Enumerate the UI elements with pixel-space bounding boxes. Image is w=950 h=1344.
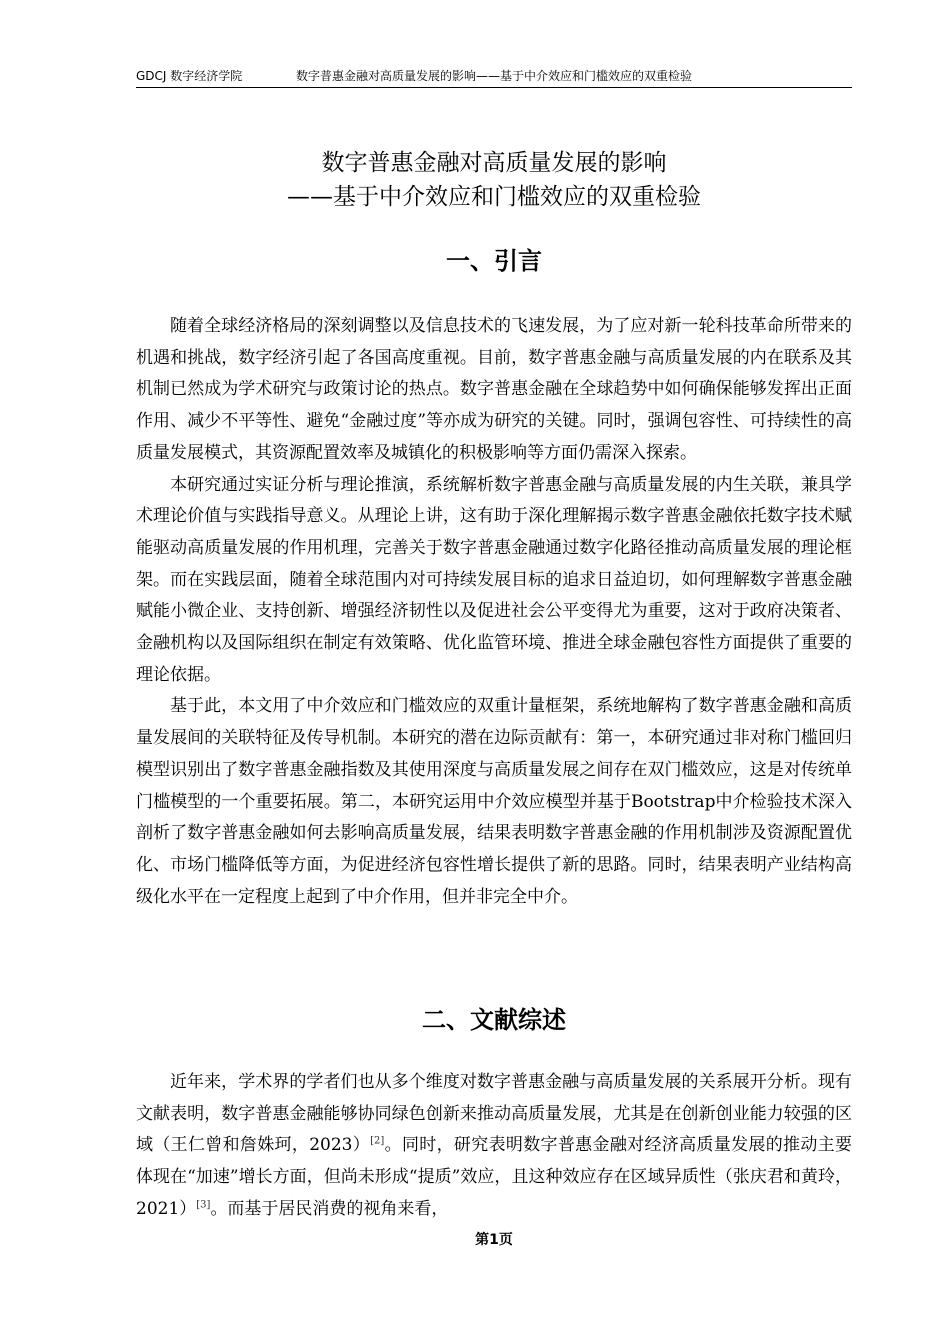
running-header [136, 68, 852, 88]
paragraph-text: 。而基于居民消费的视角来看， [210, 1198, 449, 1219]
page-number: 第1页 [475, 1232, 513, 1248]
paragraph: 本研究通过实证分析与理论推演，系统解析数字普惠金融与高质量发展的内生关联，兼具学术理论价值与实践指导意义。从理论上讲，这有助于深化理解揭示数字普惠金融依托数字技术赋能驱动高质量发展的作用机理，完善关于数字普惠金融通过数字化路径推动高质量发展的理论框架。而在实践层面，随着全球范围内对可持续发展目标的追求日益迫切，如何理解数字普惠金融赋能小微企业、支持创新、增强经济韧性以及促进社会公平变得尤为重要，这对于政府决策者、金融机构以及国际组织在制定有效策略、优化监管环境、推进全球金融包容性方面提供了重要的理论依据。 [136, 474, 852, 685]
paragraph-text: 。同时，研究表明数字普惠金融对经济高质量发展的推动主要体现在“加速”增长方面，但尚未形成“提质”效应，且这种效应存在区域异质性（张庆君和黄玲，2021） [136, 1135, 853, 1219]
section-heading-introduction: 一、引言 [446, 247, 542, 275]
paragraph: 随着全球经济格局的深刻调整以及信息技术的飞速发展，为了应对新一轮科技革命所带来的机遇和挑战，数字经济引起了各国高度重视。目前，数字普惠金融与高质量发展的内在联系及其机制已然成为学术研究与政策讨论的热点。数字普惠金融在全球趋势中如何确保能够发挥出正面作用、减少不平等性、避免“金融过度”等亦成为研究的关键。同时，强调包容性、可持续性的高质量发展模式，其资源配置效率及城镇化的积极影响等方面仍需深入探索。 [136, 316, 852, 463]
header-institution: GDCJ 数字经济学院 [136, 69, 243, 83]
paragraph: 基于此，本文用了中介效应和门槛效应的双重计量框架，系统地解构了数字普惠金融和高质量发展间的关联特征及传导机制。本研究的潜在边际贡献有：第一，本研究通过非对称门槛回归模型识别出了数字普惠金融指数及其使用深度与高质量发展之间存在双门槛效应，这是对传统单门槛模型的一个重要拓展。第二，本研究运用中介效应模型并基于Bootstrap中介检验技术深入剖析了数字普惠金融如何去影响高质量发展，结果表明数字普惠金融的作用机制涉及资源配置优化、市场门槛降低等方面，为促进经济包容性增长提供了新的思路。同时，结果表明产业结构高级化水平在一定程度上起到了中介作用，但并非完全中介。 [136, 696, 852, 907]
header-running-title: 数字普惠金融对高质量发展的影响——基于中介效应和门槛效应的双重检验 [296, 69, 693, 83]
citation-reference[interactable]: [3] [196, 1199, 211, 1211]
paragraph [136, 1067, 852, 1226]
introduction-body [136, 311, 852, 913]
citation-reference[interactable]: [2] [370, 1135, 385, 1147]
header-rule [136, 87, 852, 88]
paper-subtitle: ——基于中介效应和门槛效应的双重检验 [287, 184, 701, 210]
paragraph-text: 近年来，学术界的学者们也从多个维度对数字普惠金融与高质量发展的关系展开分析。现有文献表明，数字普惠金融能够协同绿色创新来推动高质量发展，尤其是在创新创业能力较强的区域（王仁曾和詹姝珂，2023） [136, 1072, 852, 1156]
section-heading-literature-review: 二、文献综述 [422, 1006, 566, 1034]
paper-title: 数字普惠金融对高质量发展的影响 [321, 150, 667, 176]
literature-review-body [136, 1067, 852, 1226]
